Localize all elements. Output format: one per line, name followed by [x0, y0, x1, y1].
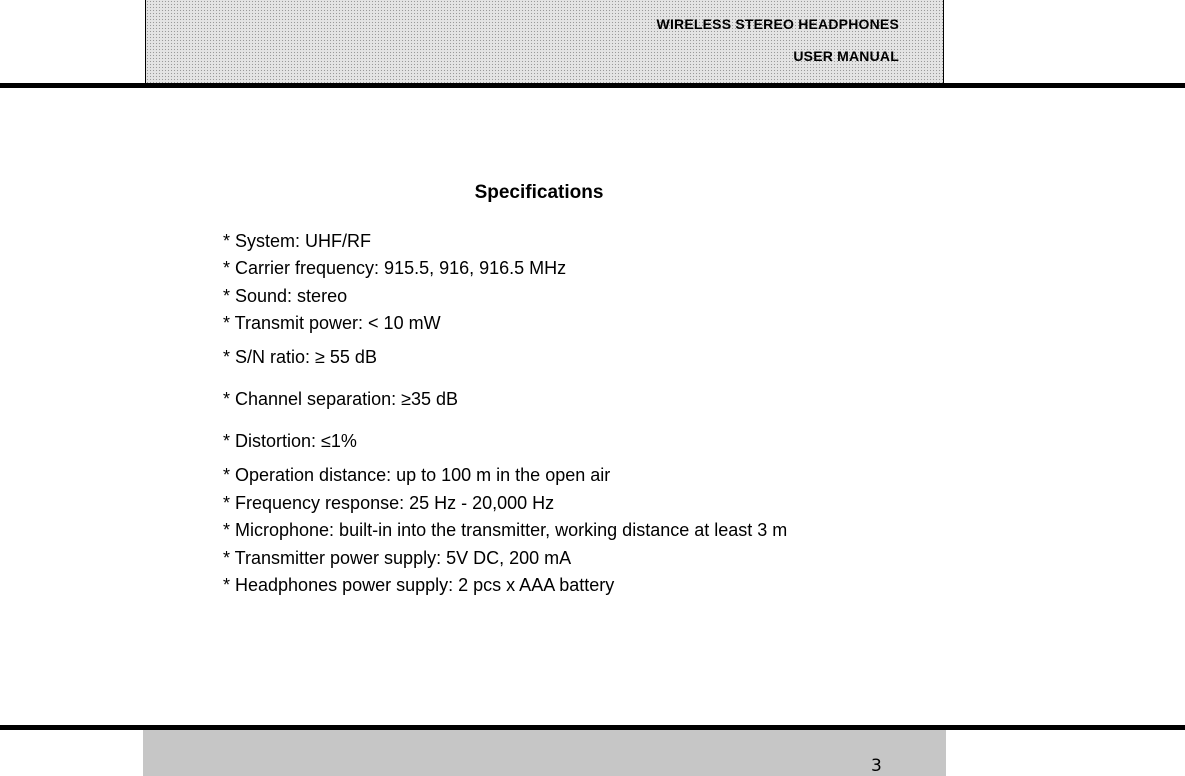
footer-box [143, 730, 946, 776]
spec-item-sound: * Sound: stereo [223, 286, 348, 306]
page-number: 3 [871, 756, 882, 776]
page-title: Specifications [474, 182, 604, 203]
header-document-type: USER MANUAL [793, 48, 899, 64]
spec-item-operation-distance: * Operation distance: up to 100 m in the open air [223, 465, 611, 485]
spec-item-channel-separation: * Channel separation: ≥35 dB [223, 389, 459, 409]
spec-item-frequency-response: * Frequency response: 25 Hz - 20,000 Hz [223, 493, 555, 513]
spec-item-microphone: * Microphone: built-in into the transmitter, working distance at least 3 m [223, 520, 788, 540]
spec-item-transmit-power: * Transmit power: < 10 mW [223, 313, 441, 333]
header-product-title: WIRELESS STEREO HEADPHONES [656, 16, 899, 32]
spec-item-system: * System: UHF/RF [223, 231, 372, 251]
header-box [145, 0, 944, 83]
spec-item-distortion: * Distortion: ≤1% [223, 431, 357, 451]
spec-item-headphones-power-supply: * Headphones power supply: 2 pcs x AAA battery [223, 575, 615, 595]
top-divider [0, 83, 1185, 88]
spec-item-sn-ratio: * S/N ratio: ≥ 55 dB [223, 347, 377, 367]
spec-item-transmitter-power-supply: * Transmitter power supply: 5V DC, 200 mA [223, 548, 572, 568]
spec-item-carrier-frequency: * Carrier frequency: 915.5, 916, 916.5 MHz [223, 258, 567, 278]
